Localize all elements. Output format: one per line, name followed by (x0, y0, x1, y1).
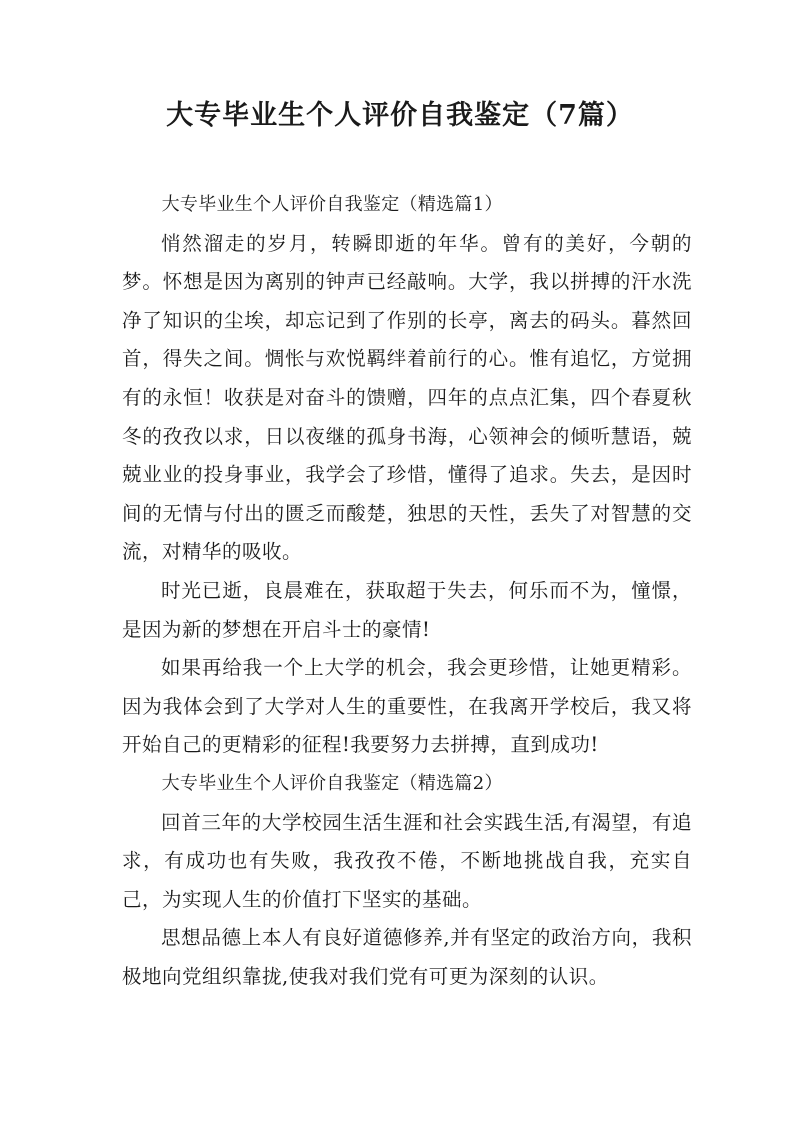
paragraph: 悄然溜走的岁月，转瞬即逝的年华。曾有的美好，今朝的梦。怀想是因为离别的钟声已经敲响。大学，我以拼搏的汗水洗净了知识的尘埃，却忘记到了作别的长亭，离去的码头。暮然回首，得失之间。惆怅与欢悦羁绊着前行的心。惟有追忆，方觉拥有的永恒！收获是对奋斗的馈赠，四年的点点汇集，四个春夏秋冬的孜孜以求，日以夜继的孤身书海，心领神会的倾听慧语，兢兢业业的投身事业，我学会了珍惜，懂得了追求。失去，是因时间的无情与付出的匮乏而酸楚，独思的天性，丢失了对智慧的交流，对精华的吸收。 (122, 231, 692, 564)
section-heading: 大专毕业生个人评价自我鉴定（精选篇1） (161, 194, 503, 215)
document-title: 大专毕业生个人评价自我鉴定（7篇） (166, 100, 634, 131)
paragraph: 回首三年的大学校园生活生涯和社会实践生活,有渴望，有追求，有成功也有失败，我孜孜不倦，不断地挑战自我，充实自己，为实现人生的价值打下坚实的基础。 (122, 810, 692, 911)
paragraph: 时光已逝，良晨难在，获取超于失去，何乐而不为，憧憬，是因为新的梦想在开启斗士的豪情! (122, 578, 692, 641)
section-heading: 大专毕业生个人评价自我鉴定（精选篇2） (161, 772, 503, 794)
document-body (122, 186, 692, 996)
paragraph: 如果再给我一个上大学的机会，我会更珍惜，让她更精彩。因为我体会到了大学对人生的重要性，在我离开学校后，我又将开始自己的更精彩的征程!我要努力去拼搏，直到成功! (122, 656, 692, 757)
paragraph: 思想品德上本人有良好道德修养,并有坚定的政治方向，我积极地向党组织靠拢,使我对我们党有可更为深刻的认识。 (122, 926, 692, 988)
